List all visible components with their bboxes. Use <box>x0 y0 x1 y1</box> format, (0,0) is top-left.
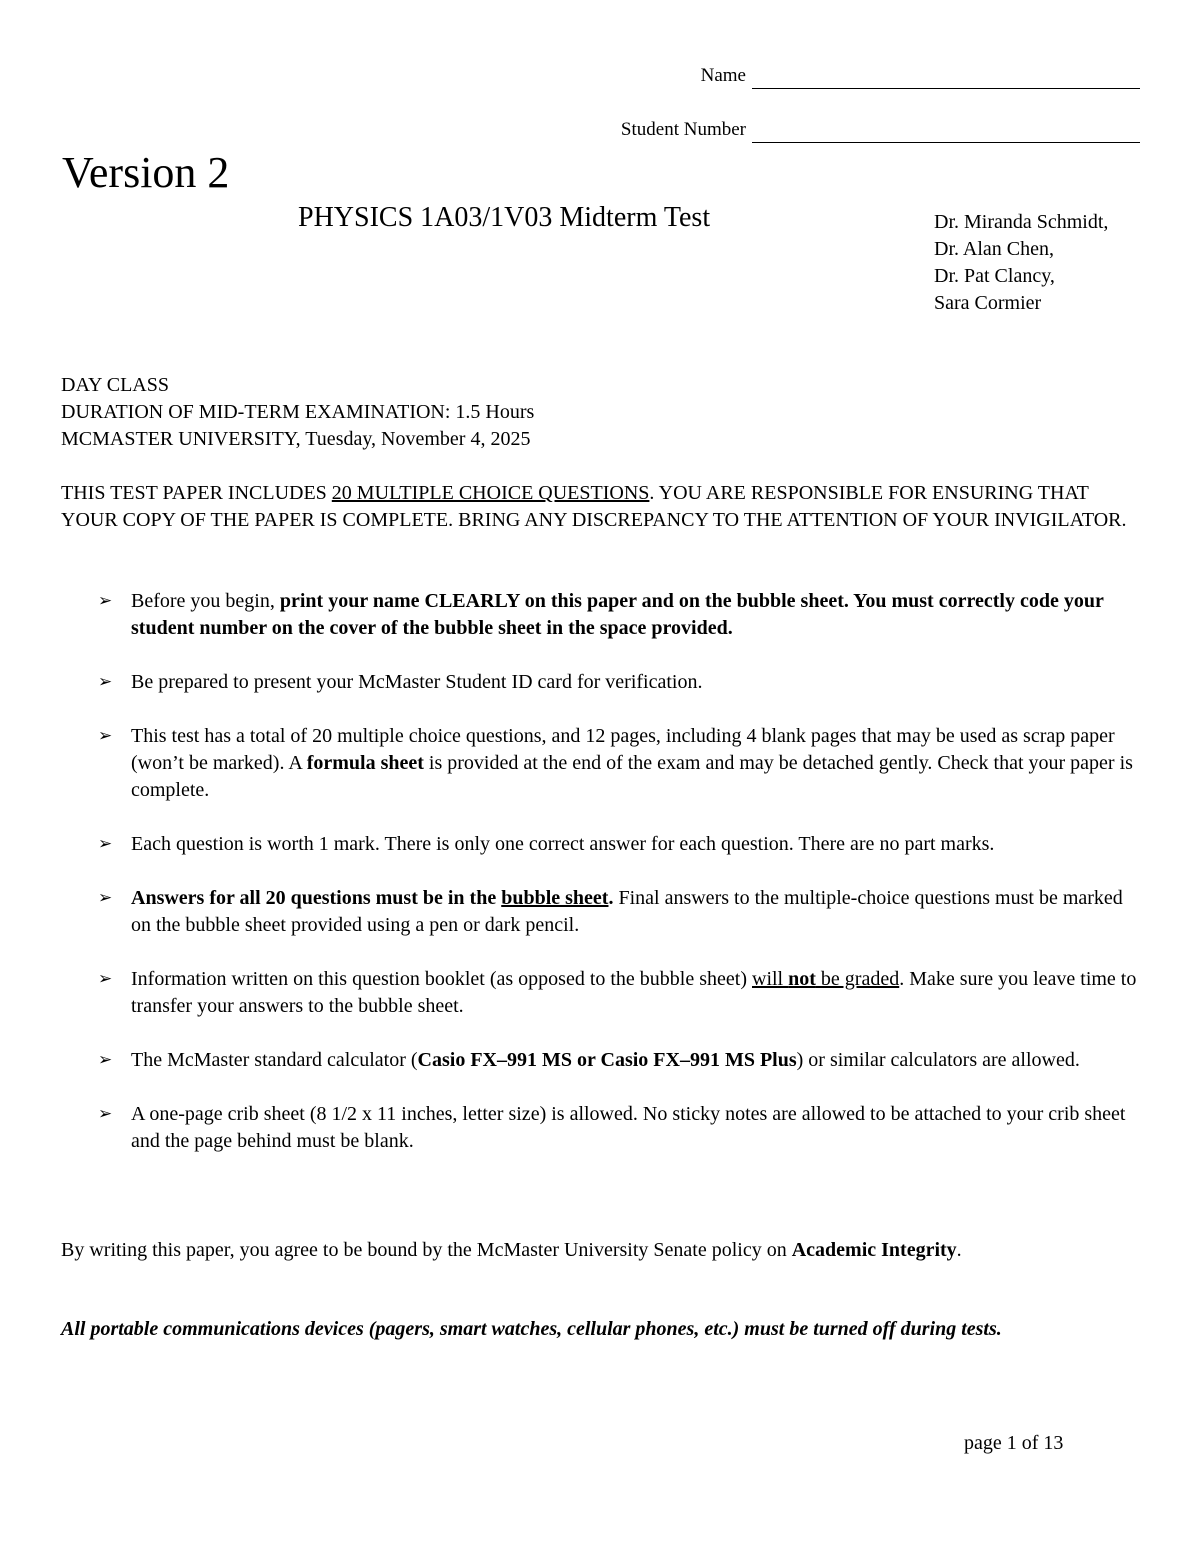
bubble-sheet-emphasis: bubble sheet <box>501 887 609 909</box>
academic-integrity-emphasis: Academic Integrity <box>791 1239 957 1261</box>
instruction-emphasis: Answers for all 20 questions must be in the <box>131 887 502 909</box>
arrow-bullet-icon: ➢ <box>98 888 113 908</box>
instruction-item <box>98 831 1143 858</box>
arrow-bullet-icon: ➢ <box>98 969 113 989</box>
instruction-item <box>98 588 1143 642</box>
instruction-text: Be prepared to present your McMaster Student ID card for verification. <box>131 671 703 693</box>
arrow-bullet-icon: ➢ <box>98 726 113 746</box>
instruction-item <box>98 1101 1143 1155</box>
name-label: Name <box>700 65 746 86</box>
arrow-bullet-icon: ➢ <box>98 672 113 692</box>
integrity-text: By writing this paper, you agree to be bound by the McMaster University Senate policy on <box>61 1239 792 1261</box>
arrow-bullet-icon: ➢ <box>98 1050 113 1070</box>
instruction-text: Each question is worth 1 mark. There is only one correct answer for each question. There are no part marks. <box>131 833 995 855</box>
instruction-item <box>98 966 1143 1020</box>
instruction-text: ) or similar calculators are allowed. <box>796 1049 1080 1071</box>
instruction-text: The McMaster standard calculator ( <box>131 1049 418 1071</box>
instruction-item <box>98 669 1143 696</box>
instruction-text: is provided at the end of the exam and may be detached gently. Check that your paper is complete. <box>131 752 1133 801</box>
student-number-label: Student Number <box>620 119 746 140</box>
instructor-name: Dr. Miranda Schmidt, <box>934 211 1109 233</box>
class-type: DAY CLASS <box>61 374 169 396</box>
notice-text-pre: THIS TEST PAPER INCLUDES <box>61 482 332 504</box>
devices-notice: All portable communications devices (pagers, smart watches, cellular phones, etc.) must be turned off during tests. <box>61 1318 1002 1340</box>
not-graded-emphasis: be graded <box>815 968 900 990</box>
instruction-text: . Make sure you leave time to transfer your answers to the bubble sheet. <box>131 968 1137 1017</box>
notice-text-post: . YOU ARE RESPONSIBLE FOR ENSURING THAT YOUR COPY OF THE PAPER IS COMPLETE. BRING ANY DISCREPANCY TO THE ATTENTION OF YOUR INVIGILATOR. <box>61 482 1127 531</box>
instruction-text: This test has a total of 20 multiple choice questions, and 12 pages, including 4 blank pages that may be used as scrap paper (won’t be marked). A <box>131 725 1115 774</box>
test-paper-notice <box>61 480 1141 534</box>
instruction-emphasis: . <box>608 887 614 909</box>
page-number: page 1 of 13 <box>964 1432 1064 1454</box>
name-field[interactable] <box>701 62 1140 89</box>
course-title: PHYSICS 1A03/1V03 Midterm Test <box>298 202 711 233</box>
not-graded-emphasis: will <box>752 968 789 990</box>
instruction-text: Before you begin, <box>131 590 280 612</box>
arrow-bullet-icon: ➢ <box>98 834 113 854</box>
integrity-text: . <box>956 1239 962 1261</box>
instructor-list <box>934 209 1108 317</box>
instructor-name: Dr. Alan Chen, <box>934 238 1054 260</box>
exam-meta <box>61 372 534 453</box>
not-graded-emphasis: not <box>788 968 816 990</box>
exam-duration: DURATION OF MID-TERM EXAMINATION: 1.5 Hours <box>61 401 535 423</box>
instructor-name: Sara Cormier <box>934 292 1042 314</box>
arrow-bullet-icon: ➢ <box>98 591 113 611</box>
notice-question-count: 20 MULTIPLE CHOICE QUESTIONS <box>331 482 650 504</box>
name-blank-line[interactable] <box>752 68 1140 89</box>
instructor-name: Dr. Pat Clancy, <box>934 265 1055 287</box>
student-number-blank-line[interactable] <box>752 122 1140 143</box>
instruction-item <box>98 723 1143 804</box>
instruction-text: A one-page crib sheet (8 1/2 x 11 inches, letter size) is allowed. No sticky notes are allowed to be attached to your crib sheet and the page behind must be blank. <box>131 1103 1126 1152</box>
instruction-emphasis: print your name CLEARLY on this paper and on the bubble sheet. You must correctly code your student number on the cover of the bubble sheet in the space provided. <box>131 590 1104 639</box>
arrow-bullet-icon: ➢ <box>98 1104 113 1124</box>
instruction-text: Information written on this question booklet (as opposed to the bubble sheet) <box>131 968 752 990</box>
instruction-emphasis: formula sheet <box>306 752 424 774</box>
version-heading: Version 2 <box>62 148 230 197</box>
instruction-list <box>98 588 1143 1182</box>
university-date: MCMASTER UNIVERSITY, Tuesday, November 4, 2025 <box>61 428 531 450</box>
academic-integrity-statement <box>61 1237 1141 1264</box>
instruction-item <box>98 1047 1143 1074</box>
instruction-item <box>98 885 1143 939</box>
calculator-models: Casio FX–991 MS or Casio FX–991 MS Plus <box>417 1049 797 1071</box>
student-number-field[interactable] <box>621 116 1140 143</box>
instruction-text: Final answers to the multiple-choice questions must be marked on the bubble sheet provided using a pen or dark pencil. <box>131 887 1123 936</box>
